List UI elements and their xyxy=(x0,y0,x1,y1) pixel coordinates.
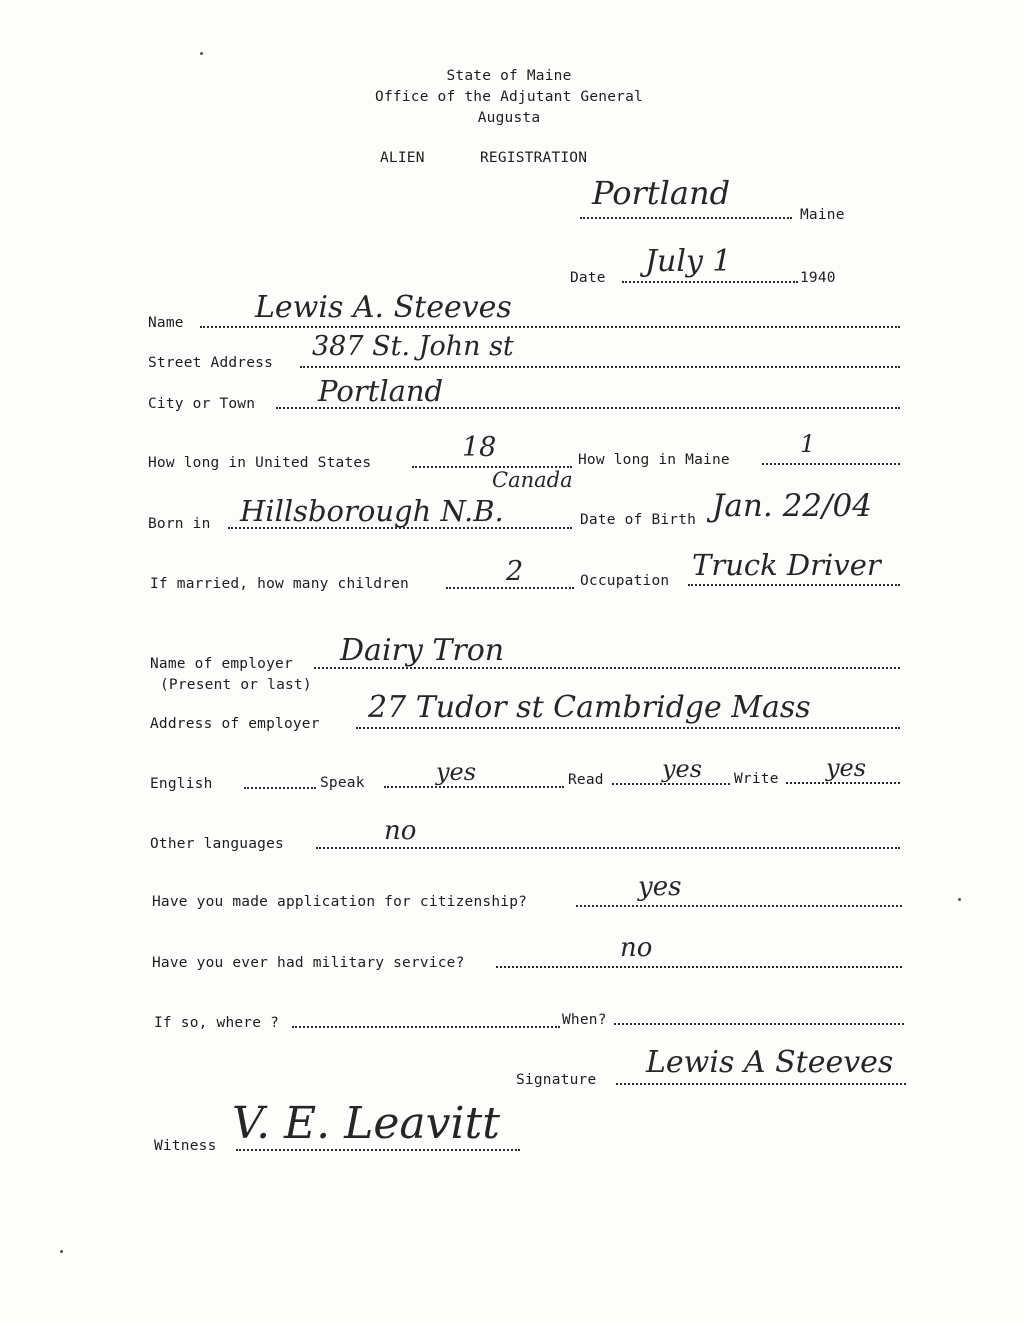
military-label: Have you ever had military service? xyxy=(152,955,465,971)
street-address-value: 387 St. John st xyxy=(312,331,514,362)
date-of-birth-label: Date of Birth xyxy=(580,512,697,528)
speak-value: yes xyxy=(436,758,477,786)
witness-signature-value: V. E. Leavitt xyxy=(232,1098,500,1149)
children-value: 2 xyxy=(506,556,524,587)
when-label: When? xyxy=(562,1012,607,1028)
read-value: yes xyxy=(662,755,703,783)
children-dots xyxy=(446,587,574,589)
military-value: no xyxy=(620,933,653,963)
scan-speck xyxy=(958,898,961,901)
employer-address-label: Address of employer xyxy=(150,716,320,732)
how-long-maine-value: 1 xyxy=(800,430,816,458)
speak-dots xyxy=(384,786,564,788)
employer-value: Dairy Tron xyxy=(340,633,505,668)
year-label: 1940 xyxy=(800,270,836,286)
city-value: Portland xyxy=(318,374,444,408)
name-label: Name xyxy=(148,315,184,331)
born-in-value: Hillsborough N.B. xyxy=(240,494,504,528)
street-address-dots xyxy=(300,366,900,368)
maine-label: Maine xyxy=(800,207,845,223)
if-so-where-dots xyxy=(292,1026,560,1028)
children-label: If married, how many children xyxy=(150,576,409,592)
english-dots xyxy=(244,787,316,789)
other-languages-value: no xyxy=(384,816,417,846)
occupation-value: Truck Driver xyxy=(692,548,881,582)
born-in-label: Born in xyxy=(148,516,211,532)
speak-label: Speak xyxy=(320,775,365,791)
scan-speck xyxy=(200,52,203,55)
town-dots xyxy=(580,217,792,219)
how-long-maine-dots xyxy=(762,463,900,465)
header-city: Augusta xyxy=(477,110,541,126)
how-long-us-value: 18 xyxy=(462,432,497,463)
other-languages-dots xyxy=(316,847,900,849)
signature-dots xyxy=(616,1083,906,1085)
name-value: Lewis A. Steeves xyxy=(255,290,512,325)
date-value: July 1 xyxy=(645,244,732,279)
born-country-value: Canada xyxy=(492,468,573,492)
read-dots xyxy=(612,783,730,785)
write-dots xyxy=(786,782,900,784)
employer-label: Name of employer xyxy=(150,656,293,672)
header-state: State of Maine xyxy=(446,68,572,84)
other-languages-label: Other languages xyxy=(150,836,284,852)
scan-speck xyxy=(60,1250,63,1253)
street-address-label: Street Address xyxy=(148,355,274,371)
name-dots xyxy=(200,326,900,328)
military-dots xyxy=(496,966,902,968)
date-dots xyxy=(622,281,798,283)
employer-address-value: 27 Tudor st Cambridge Mass xyxy=(368,690,811,725)
date-label: Date xyxy=(570,270,606,286)
signature-value: Lewis A Steeves xyxy=(646,1045,894,1080)
english-label: English xyxy=(150,776,213,792)
witness-dots xyxy=(236,1149,520,1151)
citizenship-value: yes xyxy=(638,872,682,902)
title-alien: ALIEN xyxy=(380,150,425,166)
if-so-where-label: If so, where ? xyxy=(154,1015,280,1031)
employer-address-dots xyxy=(356,727,900,729)
citizenship-label: Have you made application for citizenship? xyxy=(152,894,528,910)
city-label: City or Town xyxy=(148,396,256,412)
present-or-last-label: (Present or last) xyxy=(160,677,312,693)
how-long-maine-label: How long in Maine xyxy=(578,452,730,468)
how-long-us-label: How long in United States xyxy=(148,455,372,471)
signature-label: Signature xyxy=(516,1072,597,1088)
date-of-birth-value: Jan. 22/04 xyxy=(712,488,872,524)
occupation-label: Occupation xyxy=(580,573,670,589)
town-value: Portland xyxy=(592,174,731,212)
citizenship-dots xyxy=(576,905,902,907)
title-registration: REGISTRATION xyxy=(480,150,588,166)
header-office: Office of the Adjutant General xyxy=(375,89,643,105)
witness-label: Witness xyxy=(154,1138,217,1154)
occupation-dots xyxy=(688,584,900,586)
write-label: Write xyxy=(734,771,779,787)
read-label: Read xyxy=(568,772,604,788)
when-dots xyxy=(614,1023,904,1025)
write-value: yes xyxy=(826,754,867,782)
